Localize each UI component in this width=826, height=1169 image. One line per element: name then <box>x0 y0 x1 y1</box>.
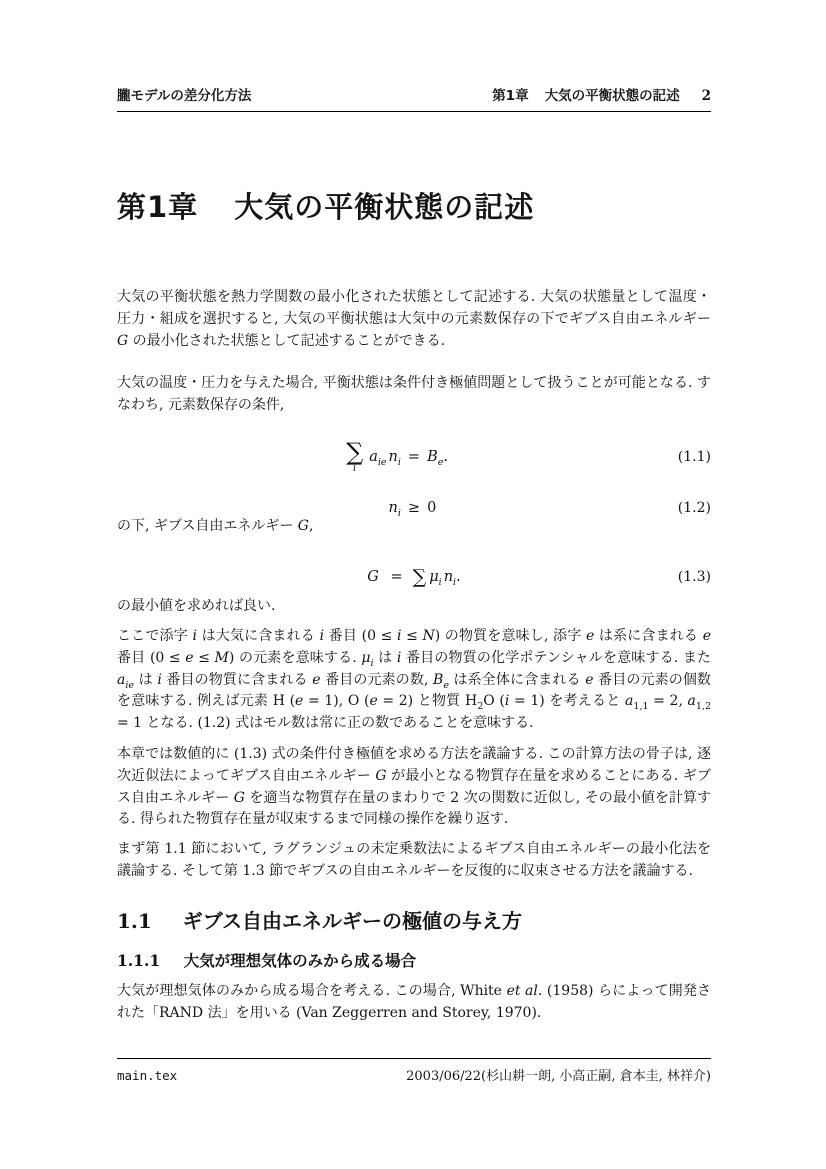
page-number: 2 <box>701 88 711 104</box>
chapter-number: 第1章 <box>117 190 199 224</box>
variable-mu: μ <box>429 569 439 585</box>
variable-G: G <box>367 569 379 585</box>
section-heading-1-1 <box>117 908 711 934</box>
equals-sign: = <box>390 569 403 585</box>
paragraph-under-constraint: の下, ギブス自由エネルギー G, <box>117 518 314 534</box>
summation-lower-limit: i <box>353 463 357 474</box>
footer-filename: main.tex <box>117 1068 178 1083</box>
paragraph-ideal-gas: 大気が理想気体のみから成る場合を考える. この場合, White et al. (1958) らによって開発された「RAND 法」を用いる (Van Zeggerren and Storey, 1970). <box>117 983 712 1021</box>
variable-n: n <box>388 449 398 465</box>
subsection-heading-1-1-1 <box>117 950 711 972</box>
equation-number-1-1: (1.1) <box>677 449 711 465</box>
variable-n: n <box>443 569 454 585</box>
subscript-i: i <box>397 507 401 519</box>
equation-number-1-2: (1.2) <box>677 500 711 516</box>
equation-1-3 <box>117 562 711 592</box>
subsection-number: 1.1.1 <box>117 951 161 970</box>
summation-symbol: ∑ <box>412 566 427 588</box>
running-head-left: 朧モデルの差分化方法 <box>117 88 252 104</box>
paragraph-minimize: の最小値を求めれば良い. <box>117 598 276 614</box>
page-footer <box>117 1058 711 1084</box>
paragraph-intro: 大気の平衡状態を熱力学関数の最小化された状態として記述する. 大気の状態量として温度・圧力・組成を選択すると, 大気の平衡状態は大気中の元素数保存の下でギブス自由エネルギー G の最小化された状態として記述することができる. <box>117 289 711 349</box>
equals-sign: = <box>407 449 421 465</box>
equation-number-1-3: (1.3) <box>677 569 711 585</box>
running-head-right <box>492 84 711 104</box>
subscript-i: i <box>438 576 442 588</box>
equation-1-2-rhs: 0 <box>427 500 437 516</box>
variable-n: n <box>388 500 398 516</box>
chapter-heading <box>117 189 711 225</box>
chapter-title: 大気の平衡状態の記述 <box>234 190 535 224</box>
variable-a: a <box>369 449 378 465</box>
subscript-i: i <box>397 456 401 468</box>
equation-1-1-lhs <box>117 438 401 474</box>
paragraph-method-outline: 本章では数値的に (1.3) 式の条件付き極値を求める方法を議論する. この計算方法の骨子は, 逐次近似法によってギブス自由エネルギー G が最小となる物質存在量を求めることにある. ギブス自由エネルギー G を適当な物質存在量のまわりで 2 次の関数に近似し, その最小値を計算する. 得られた物質存在量が収束するまで同様の操作を繰り返す. <box>117 746 711 828</box>
paragraph-chapter-plan: まず第 1.1 節において, ラグランジュの未定乗数法によるギブス自由エネルギーの最小化法を議論する. そして第 1.3 節でギブスの自由エネルギーを反復的に収束させる方法を議論する. <box>117 841 711 879</box>
equation-1-2-lhs <box>117 500 401 519</box>
equation-1-3-body <box>117 566 711 588</box>
period: . <box>456 569 461 585</box>
summation-symbol: ∑ i <box>346 438 364 474</box>
paragraph-notation: ここで添字 i は大気に含まれる i 番目 (0 ≤ i ≤ N) の物質を意味し, 添字 e は系に含まれる e 番目 (0 ≤ e ≤ M) の元素を意味する. $\mu_i$ は i 番目の物質の化学ポテンシャルを意味する. また $a_{ie}$ は i 番目の物質に含まれる e 番目の元素の数, $B_e$ は系全体に含まれる e 番目の元素の個数を意味する. 例えば元素 H (e = 1), O (e = 2) と物質 $H_2O$ (i = 1) を考えると $a_{1,1} = 2$, $a_{1,2} = 1$ となる. (1.2) 式はモル数は常に正の数であることを意味する. <box>117 628 712 732</box>
greater-equal-sign: ≥ <box>407 500 421 516</box>
footer-date-authors: 2003/06/22(杉山耕一朗, 小高正嗣, 倉本圭, 林祥介) <box>406 1069 711 1084</box>
equation-1-1 <box>117 433 711 481</box>
page-header <box>117 84 711 112</box>
subsection-title: 大気が理想気体のみから成る場合 <box>183 952 417 970</box>
subscript-e: e <box>437 456 444 468</box>
period: . <box>443 449 448 465</box>
paragraph-condition: 大気の温度・圧力を与えた場合, 平衡状態は条件付き極値問題として扱うことが可能となる. すなわち, 元素数保存の条件, <box>117 375 711 413</box>
running-head-chapter-title: 大気の平衡状態の記述 <box>544 88 680 104</box>
subscript-ie: ie <box>377 456 387 468</box>
section-number: 1.1 <box>117 909 152 933</box>
subscript-i: i <box>453 576 457 588</box>
section-title: ギブス自由エネルギーの極値の与え方 <box>182 909 522 933</box>
running-head-chapter-label: 第1章 <box>492 88 529 104</box>
variable-B: B <box>427 449 438 465</box>
equation-1-1-rhs <box>427 449 711 468</box>
